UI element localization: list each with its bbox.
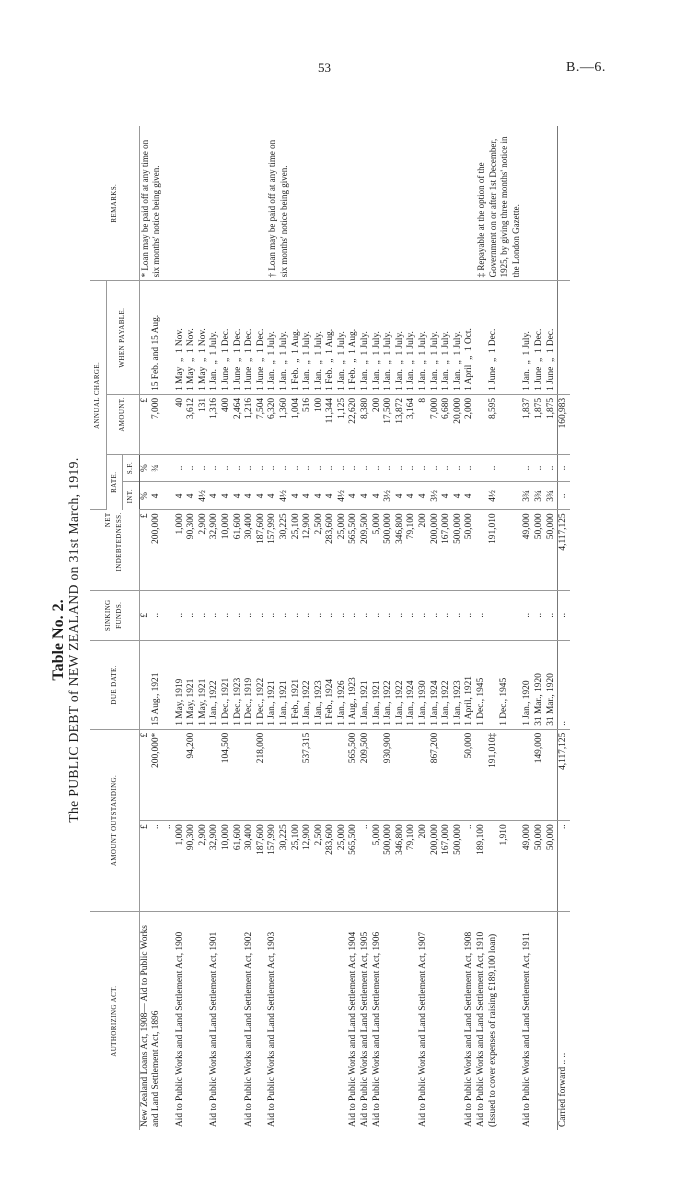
cell-int-rate: 4 4 4 bbox=[209, 482, 244, 510]
cell-amount: 5,000 500,000 346,800 79,100 bbox=[372, 821, 418, 912]
cell-net-indebtedness: 157,990 30,225 25,100 12,900 2,500 283,600 25,000 bbox=[267, 510, 348, 590]
cell-subtotal: £ 200,000* bbox=[139, 729, 174, 821]
cell-subtotal: 537,315 bbox=[267, 729, 348, 821]
cell-amount: 32,900 10,000 61,600 bbox=[209, 821, 244, 912]
header-amount-outstanding: AMOUNT OUTSTANDING. bbox=[90, 729, 139, 912]
cell-due-date: 1 Jan., 1921 bbox=[360, 641, 372, 730]
cell-net-indebtedness: 191,010 bbox=[476, 510, 522, 590]
cell-sf-rate: .. bbox=[476, 454, 522, 482]
cell-due-date: 1 May, 1919 1 May, 1921 1 May, 1921 bbox=[175, 641, 210, 730]
cell-charge: 1,837 1,875 1,875 bbox=[522, 394, 557, 454]
cell-subtotal: 104,500 bbox=[209, 729, 244, 821]
cell-charge: 8,595 bbox=[476, 394, 522, 454]
cell-act: Aid to Public Works and Land Settlement Act, 1908 bbox=[464, 931, 475, 1127]
cell-net-indebtedness: 5,000 500,000 346,800 79,100 bbox=[372, 510, 418, 590]
cell-charge: 1,216 7,504 bbox=[244, 394, 267, 454]
cell-remarks bbox=[360, 126, 372, 281]
cell-sf-rate: .. bbox=[348, 454, 360, 482]
cell-subtotal: 930,900 bbox=[372, 729, 418, 821]
cell-due-date: 1 Jan., 1930 1 Jan., 1924 1 Jan., 1922 1 Jan., 1923 bbox=[418, 641, 464, 730]
table-row bbox=[209, 126, 244, 1130]
header-sf: S.F. bbox=[123, 454, 140, 482]
cell-charge: 40 3,612 131 bbox=[175, 394, 210, 454]
cell-remarks bbox=[175, 126, 210, 281]
table-row bbox=[522, 126, 557, 1130]
carried-forward-charge: 160,983 bbox=[558, 394, 570, 454]
table-row bbox=[476, 126, 522, 1130]
cell-amount: 200 200,000 167,000 500,000 bbox=[418, 821, 464, 912]
cell-sinking-fund: .. bbox=[360, 590, 372, 640]
header-net-indebtedness: NET INDEBTEDNESS. bbox=[90, 510, 139, 590]
table-title: Table No. 2. bbox=[50, 599, 67, 681]
table-row bbox=[372, 126, 418, 1130]
carried-forward-amount: .. bbox=[558, 821, 570, 912]
cell-due-date: 1 Dec., 1945 1 Dec., 1945 bbox=[476, 641, 522, 730]
cell-sinking-fund: .. bbox=[464, 590, 476, 640]
cell-charge: 200 17,500 13,872 3,164 bbox=[372, 394, 418, 454]
cell-int-rate: 4 bbox=[464, 482, 476, 510]
cell-sf-rate: .. .. bbox=[244, 454, 267, 482]
cell-sf-rate: .. .. .. bbox=[175, 454, 210, 482]
cell-due-date: 1 Jan., 1920 31 Mar., 1920 31 Mar., 1920 bbox=[522, 641, 557, 730]
cell-int-rate: 4 4½ 4 4 4 4 4½ bbox=[267, 482, 348, 510]
cell-when-payable: 1 Feb. „ 1 Aug. bbox=[348, 281, 360, 395]
header-rate: RATE. bbox=[106, 454, 123, 510]
cell-act: Aid to Public Works and Land Settlement Act, 1907 bbox=[418, 931, 429, 1127]
cell-amount: 1,000 90,300 2,900 bbox=[175, 821, 210, 912]
cell-net-indebtedness: 49,000 50,000 50,000 bbox=[522, 510, 557, 590]
cell-when-payable: 15 Feb. and 15 Aug. bbox=[139, 281, 174, 395]
cell-amount: .. bbox=[464, 821, 476, 912]
cell-amount: .. bbox=[360, 821, 372, 912]
carried-forward-label: Carried forward .. .. bbox=[558, 912, 570, 1130]
cell-when-payable: 1 Jan. „ 1 July. 1 Jan. „ 1 July. 1 Feb. „ 1 Aug. 1 Jan. „ 1 July. 1 Jan. „ 1 July. 1 Feb. „ 1 Aug. 1 Jan. „ 1 July. bbox=[267, 281, 348, 395]
cell-when-payable: 1 Jan. „ 1 July. 1 June „ 1 Dec. 1 June „ 1 Dec. bbox=[209, 281, 244, 395]
cell-remarks: † Loan may be paid off at any time on six months' notice being given. bbox=[267, 126, 348, 281]
cell-sinking-fund: £ .. bbox=[139, 590, 174, 640]
cell-charge: £ 7,000 bbox=[139, 394, 174, 454]
cell-act: Aid to Public Works and Land Settlement Act, 1905 bbox=[360, 931, 371, 1127]
cell-subtotal: 867,200 bbox=[418, 729, 464, 821]
cell-subtotal: 50,000 bbox=[464, 729, 476, 821]
cell-net-indebtedness: 565,500 bbox=[348, 510, 360, 590]
cell-sinking-fund: .. .. .. .. .. .. .. bbox=[267, 590, 348, 640]
cell-remarks bbox=[418, 126, 464, 281]
carried-forward-sf: .. bbox=[558, 590, 570, 640]
cell-remarks bbox=[348, 126, 360, 281]
cell-when-payable: 1 April „ 1 Oct. bbox=[464, 281, 476, 395]
page-number: 53 bbox=[318, 60, 331, 75]
cell-sinking-fund: .. .. .. .. bbox=[372, 590, 418, 640]
cell-charge: 8,380 bbox=[360, 394, 372, 454]
cell-due-date: 1 Jan., 1921 1 Jan., 1922 1 Jan., 1922 1 Jan., 1924 bbox=[372, 641, 418, 730]
cell-net-indebtedness: 209,500 bbox=[360, 510, 372, 590]
cell-remarks: ‡ Repayable at the option of the Government on or after 1st December, 1925, by giving three months' notice in the London Gazette. bbox=[476, 126, 522, 281]
carried-forward-subtotal: 4,117,125 bbox=[558, 729, 570, 821]
carried-forward-int: .. bbox=[558, 482, 570, 510]
table-row bbox=[464, 126, 476, 1130]
table-row bbox=[267, 126, 348, 1130]
cell-due-date: 1 Aug., 1923 bbox=[348, 641, 360, 730]
cell-sf-rate: .. .. .. .. .. .. .. bbox=[267, 454, 348, 482]
cell-int-rate: % 4 bbox=[139, 482, 174, 510]
cell-charge: 1,316 400 2,464 bbox=[209, 394, 244, 454]
cell-net-indebtedness: £ 200,000 bbox=[139, 510, 174, 590]
table-row bbox=[348, 126, 360, 1130]
cell-remarks bbox=[372, 126, 418, 281]
header-int: INT. bbox=[123, 482, 140, 510]
cell-remarks bbox=[209, 126, 244, 281]
cell-net-indebtedness: 50,000 bbox=[464, 510, 476, 590]
table-row bbox=[139, 126, 174, 1130]
cell-int-rate: 4 4 4½ bbox=[175, 482, 210, 510]
cell-amount: 189,100 1,910 bbox=[476, 821, 522, 912]
carried-forward-remarks bbox=[558, 126, 570, 281]
cell-sf-rate: .. .. .. .. bbox=[372, 454, 418, 482]
cell-when-payable: 1 Jan. „ 1 July. 1 Jan. „ 1 July. 1 Jan. „ 1 July. 1 Jan. „ 1 July. bbox=[372, 281, 418, 395]
cell-int-rate: 4 bbox=[360, 482, 372, 510]
carried-forward-net: 4,117,125 bbox=[558, 510, 570, 590]
cell-sf-rate: .. bbox=[464, 454, 476, 482]
cell-due-date: 1 April, 1921 bbox=[464, 641, 476, 730]
cell-charge: 8 7,000 6,680 20,000 bbox=[418, 394, 464, 454]
table-row bbox=[418, 126, 464, 1130]
cell-charge: 22,620 bbox=[348, 394, 360, 454]
cell-subtotal: 209,500 bbox=[360, 729, 372, 821]
cell-int-rate: 4 3½ 4 4 bbox=[372, 482, 418, 510]
cell-when-payable: 1 Jan. „ 1 July. 1 Jan. „ 1 July. 1 Jan. „ 1 July. 1 Jan. „ 1 July. bbox=[418, 281, 464, 395]
cell-act: Aid to Public Works and Land Settlement Act, 1901 bbox=[209, 931, 220, 1127]
cell-remarks: * Loan may be paid off at any time on six months' notice being given. bbox=[139, 126, 174, 281]
cell-int-rate: 4 bbox=[348, 482, 360, 510]
table-row bbox=[360, 126, 372, 1130]
cell-remarks bbox=[244, 126, 267, 281]
cell-act: Aid to Public Works and Land Settlement Act, 1900 bbox=[174, 931, 185, 1127]
cell-int-rate: 4 4 bbox=[244, 482, 267, 510]
carried-forward-sfr: .. bbox=[558, 454, 570, 482]
cell-due-date: 1 Jan., 1922 1 Dec., 1921 1 Dec., 1923 bbox=[209, 641, 244, 730]
cell-amount: 30,400 187,600 bbox=[244, 821, 267, 912]
cell-sinking-fund: .. .. bbox=[244, 590, 267, 640]
cell-subtotal: 149,000 bbox=[522, 729, 557, 821]
public-debt-table bbox=[90, 126, 570, 1130]
cell-subtotal: 218,000 bbox=[244, 729, 267, 821]
cell-sf-rate: .. .. .. bbox=[522, 454, 557, 482]
cell-sinking-fund: .. bbox=[348, 590, 360, 640]
cell-net-indebtedness: 1,000 90,300 2,900 bbox=[175, 510, 210, 590]
cell-net-indebtedness: 32,900 10,000 61,600 bbox=[209, 510, 244, 590]
cell-sinking-fund: .. bbox=[476, 590, 522, 640]
cell-charge: 2,000 bbox=[464, 394, 476, 454]
cell-sinking-fund: .. .. .. bbox=[175, 590, 210, 640]
carried-forward-due: .. bbox=[558, 641, 570, 730]
cell-sinking-fund: .. .. .. bbox=[209, 590, 244, 640]
cell-int-rate: 3¾ 3¾ 3¾ bbox=[522, 482, 557, 510]
header-annual-charge: ANNUAL CHARGE. bbox=[90, 281, 106, 510]
cell-act: Aid to Public Works and Land Settlement Act, 1903 bbox=[267, 931, 278, 1127]
cell-due-date: 1 Dec., 1919 1 Dec., 1922 bbox=[244, 641, 267, 730]
carried-forward-row bbox=[558, 126, 570, 1130]
public-debt-table-rotated bbox=[50, 136, 650, 1140]
cell-sf-rate: % ¾ bbox=[139, 454, 174, 482]
cell-sinking-fund: .. .. .. bbox=[522, 590, 557, 640]
cell-amount: 565,500 bbox=[348, 821, 360, 912]
cell-subtotal: 565,500 bbox=[348, 729, 360, 821]
table-row bbox=[244, 126, 267, 1130]
cell-when-payable: 1 June „ 1 Dec. 1 June „ 1 Dec. bbox=[244, 281, 267, 395]
header-when-payable: WHEN PAYABLE. bbox=[106, 281, 139, 395]
cell-when-payable: 1 May „ 1 Nov. 1 May „ 1 Nov. 1 May „ 1 Nov. bbox=[175, 281, 210, 395]
cell-charge: 6,320 1,360 1,004 516 100 11,344 1,125 bbox=[267, 394, 348, 454]
cell-act: New Zealand Loans Act, 1908— Aid to Public Works and Land Settlement Act, 1896 bbox=[139, 925, 162, 1127]
table-body bbox=[139, 126, 569, 1130]
cell-int-rate: 4 3½ 4 4 bbox=[418, 482, 464, 510]
cell-act: Aid to Public Works and Land Settlement Act, 1910 (Issued to cover expenses of raising £189,100 loan) bbox=[476, 931, 498, 1127]
cell-act: Aid to Public Works and Land Settlement Act, 1904 bbox=[348, 931, 359, 1127]
cell-remarks bbox=[522, 126, 557, 281]
cell-sf-rate: .. .. .. bbox=[209, 454, 244, 482]
cell-subtotal: 191,010‡ bbox=[476, 729, 522, 821]
cell-due-date: 1 Jan., 1921 1 Jan., 1921 1 Feb., 1921 1 Jan., 1922 1 Jan., 1923 1 Feb., 1924 1 Jan., 1926 bbox=[267, 641, 348, 730]
cell-act: Aid to Public Works and Land Settlement Act, 1911 bbox=[522, 932, 533, 1127]
cell-due-date: 15 Aug., 1921 bbox=[139, 641, 174, 730]
header-sinking-funds: SINKING FUNDS. bbox=[90, 590, 139, 640]
cell-act: Aid to Public Works and Land Settlement Act, 1906 bbox=[371, 931, 382, 1127]
cell-net-indebtedness: 200 200,000 167,000 500,000 bbox=[418, 510, 464, 590]
header-amount: AMOUNT. bbox=[106, 394, 139, 454]
cell-int-rate: 4½ bbox=[476, 482, 522, 510]
cell-remarks bbox=[464, 126, 476, 281]
cell-sinking-fund: .. .. .. .. bbox=[418, 590, 464, 640]
table-subtitle: The PUBLIC DEBT of NEW ZEALAND on 31st March, 1919. bbox=[66, 457, 81, 823]
cell-sf-rate: .. bbox=[360, 454, 372, 482]
header-authorizing-act: AUTHORIZING ACT. bbox=[90, 912, 139, 1130]
cell-subtotal: 94,200 bbox=[175, 729, 210, 821]
cell-when-payable: 1 June „ 1 Dec. bbox=[476, 281, 522, 395]
cell-amount: £ .. .. bbox=[139, 821, 174, 912]
carried-forward-when bbox=[558, 281, 570, 395]
page-reference: B.—6. bbox=[566, 60, 606, 75]
cell-net-indebtedness: 30,400 187,600 bbox=[244, 510, 267, 590]
cell-amount: 157,990 30,225 25,100 12,900 2,500 283,600 25,000 bbox=[267, 821, 348, 912]
cell-when-payable: 1 Jan. „ 1 July. 1 June „ 1 Dec. 1 June „ 1 Dec. bbox=[522, 281, 557, 395]
header-due-date: DUE DATE. bbox=[90, 641, 139, 730]
cell-amount: 49,000 50,000 50,000 bbox=[522, 821, 557, 912]
cell-sf-rate: .. .. .. .. bbox=[418, 454, 464, 482]
table-row bbox=[175, 126, 210, 1130]
cell-when-payable: 1 Jan. „ 1 July. bbox=[360, 281, 372, 395]
cell-act: Aid to Public Works and Land Settlement Act, 1902 bbox=[244, 931, 255, 1127]
header-remarks: REMARKS. bbox=[90, 126, 139, 281]
